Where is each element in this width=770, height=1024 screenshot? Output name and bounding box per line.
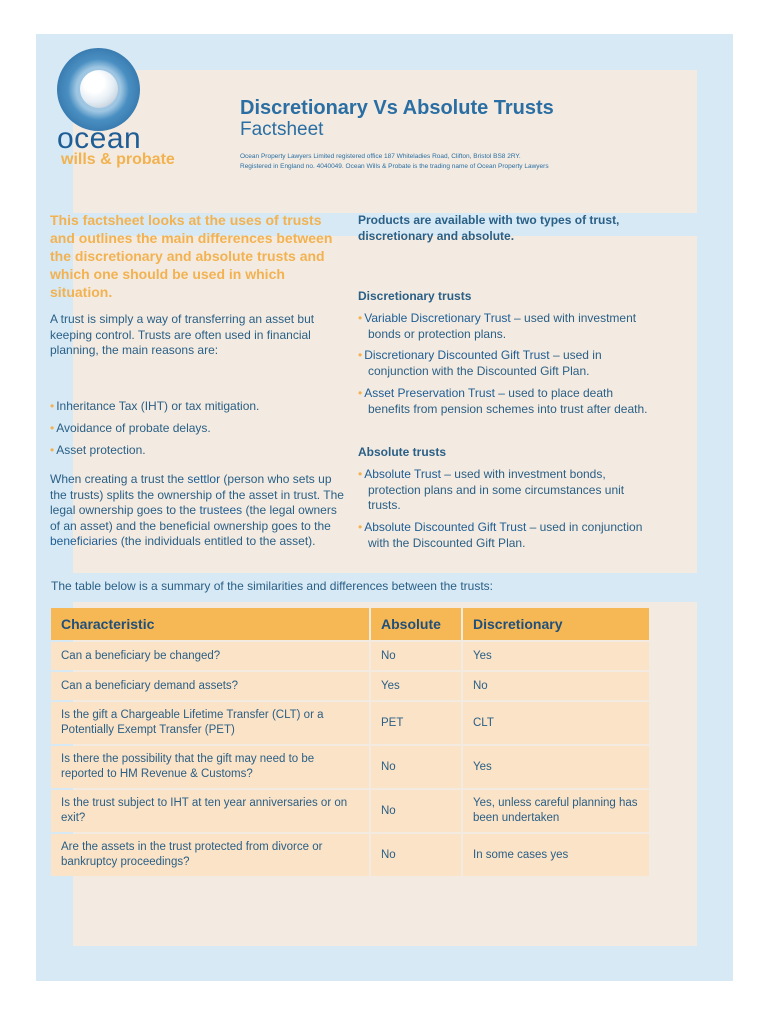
bullet-icon: • — [358, 348, 363, 362]
pearl-icon — [80, 70, 118, 108]
cell-absolute: Yes — [369, 672, 461, 700]
logo-wordmark: ocean — [57, 122, 142, 155]
cell-characteristic: Is the trust subject to IHT at ten year anniversaries or on exit? — [51, 790, 369, 832]
cell-discretionary: Yes, unless careful planning has been undertaken — [461, 790, 649, 832]
trust-explanation-paragraph: When creating a trust the settlor (person who sets up the trusts) splits the ownership of the asset in trust. The legal ownership goes to the trustees (the legal owners of an asset) and the beneficial ownership goes to the beneficiaries (the individuals entitled to the asset). — [50, 472, 344, 548]
cell-absolute: No — [369, 746, 461, 788]
reason-item: • Asset protection. — [50, 443, 146, 457]
reason-item: • Avoidance of probate delays. — [50, 421, 211, 435]
table-row — [51, 702, 649, 744]
cell-characteristic: Can a beneficiary be changed? — [51, 642, 369, 670]
reason-item: • Inheritance Tax (IHT) or tax mitigation. — [50, 399, 260, 413]
cell-absolute: No — [369, 790, 461, 832]
cell-characteristic: Can a beneficiary demand assets? — [51, 672, 369, 700]
header-absolute: Absolute — [369, 608, 461, 640]
table-row — [51, 834, 649, 876]
summary-table — [51, 606, 649, 878]
intro-paragraph: A trust is simply a way of transferring an asset but keeping control. Trusts are often used in financial planning, the main reasons are: — [50, 312, 315, 357]
product-item: • Discretionary Discounted Gift Trust – used in conjunction with the Discounted Gift Plan. — [358, 348, 602, 378]
table-intro: The table below is a summary of the similarities and differences between the trusts: — [51, 579, 493, 593]
discretionary-heading: Discretionary trusts — [358, 289, 472, 303]
logo-tagline: wills & probate — [61, 151, 175, 168]
cell-discretionary: Yes — [461, 746, 649, 788]
cell-characteristic: Is there the possibility that the gift may need to be reported to HM Revenue & Customs? — [51, 746, 369, 788]
page-subtitle: Factsheet — [240, 119, 324, 140]
cell-characteristic: Is the gift a Chargeable Lifetime Transfer (CLT) or a Potentially Exempt Transfer (PET) — [51, 702, 369, 744]
product-item: • Absolute Trust – used with investment bonds, protection plans and in some circumstances unit trusts. — [358, 467, 625, 512]
term-settlor: settlor — [187, 472, 221, 486]
table-header-row — [51, 608, 649, 640]
bullet-icon: • — [50, 421, 55, 435]
cell-discretionary: Yes — [461, 642, 649, 670]
cell-absolute: No — [369, 642, 461, 670]
product-item: • Variable Discretionary Trust – used with investment bonds or protection plans. — [358, 311, 637, 341]
term-trustees: trustees — [199, 503, 243, 517]
header-panel — [73, 70, 697, 213]
products-heading: Products are available with two types of trust, discretionary and absolute. — [358, 213, 620, 243]
product-item: • Asset Preservation Trust – used to place death benefits from pension schemes into trust after death. — [358, 386, 648, 416]
table-row — [51, 746, 649, 788]
bullet-icon: • — [358, 311, 363, 325]
cell-discretionary: In some cases yes — [461, 834, 649, 876]
page-title: Discretionary Vs Absolute Trusts — [240, 97, 554, 119]
bullet-icon: • — [358, 386, 363, 400]
term-beneficiaries: beneficiaries — [50, 534, 118, 548]
bullet-icon: • — [50, 443, 55, 457]
bullet-icon: • — [50, 399, 55, 413]
legal-line-1: Ocean Property Lawyers Limited registered office 187 Whiteladies Road, Clifton, Bristol BS8 2RY. — [240, 153, 521, 160]
cell-discretionary: CLT — [461, 702, 649, 744]
table-row — [51, 790, 649, 832]
table-row — [51, 642, 649, 670]
cell-characteristic: Are the assets in the trust protected from divorce or bankruptcy proceedings? — [51, 834, 369, 876]
bullet-icon: • — [358, 467, 363, 481]
cell-absolute: No — [369, 834, 461, 876]
lead-paragraph: This factsheet looks at the uses of trusts and outlines the main differences between the discretionary and absolute trusts and which one should be used in which situation. — [50, 212, 333, 300]
legal-notice — [240, 152, 600, 171]
cell-discretionary: No — [461, 672, 649, 700]
product-item: • Absolute Discounted Gift Trust – used in conjunction with the Discounted Gift Plan. — [358, 520, 643, 550]
table-row — [51, 672, 649, 700]
header-characteristic: Characteristic — [51, 608, 369, 640]
bullet-icon: • — [358, 520, 363, 534]
header-discretionary: Discretionary — [461, 608, 649, 640]
absolute-heading: Absolute trusts — [358, 445, 447, 459]
legal-line-2: Registered in England no. 4040049. Ocean Wills & Probate is the trading name of Ocean Property Lawyers — [240, 162, 549, 170]
cell-absolute: PET — [369, 702, 461, 744]
